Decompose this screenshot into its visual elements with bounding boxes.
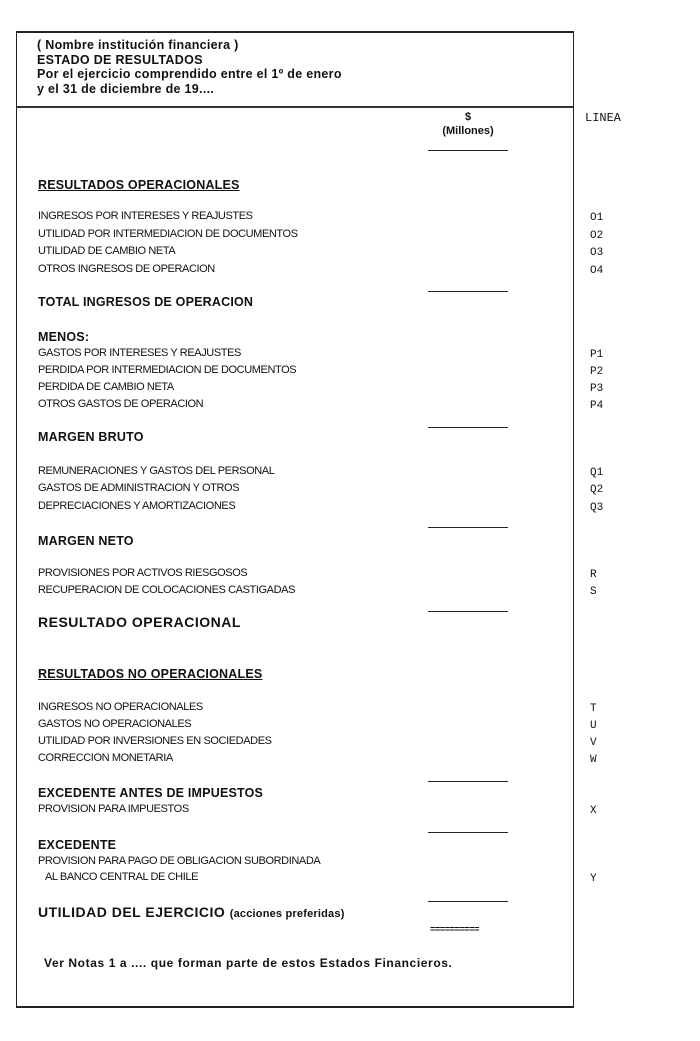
statement-header — [37, 38, 342, 96]
linea-column-header: LINEA — [585, 111, 622, 125]
line-item-label: EXCEDENTE ANTES DE IMPUESTOS — [38, 786, 264, 800]
line-item-label: UTILIDAD POR INVERSIONES EN SOCIEDADES — [38, 735, 272, 747]
line-item-label: OTROS GASTOS DE OPERACION — [38, 398, 204, 410]
line-item-label: UTILIDAD POR INTERMEDIACION DE DOCUMENTOS — [38, 228, 298, 240]
line-item-label: PERDIDA POR INTERMEDIACION DE DOCUMENTOS — [38, 364, 297, 376]
line-item-label: MARGEN NETO — [38, 534, 134, 548]
header-divider — [16, 106, 573, 108]
line-item-label: UTILIDAD DE CAMBIO NETA — [38, 245, 176, 257]
line-code: X — [590, 805, 597, 817]
period-line-2: y el 31 de diciembre de 19.... — [37, 81, 215, 96]
line-code: O1 — [590, 212, 604, 224]
line-item-label: RESULTADOS OPERACIONALES — [38, 178, 240, 192]
line-code: O3 — [590, 247, 604, 259]
line-code: Q3 — [590, 502, 604, 514]
line-item-label: INGRESOS NO OPERACIONALES — [38, 701, 203, 713]
line-item-label: GASTOS POR INTERESES Y REAJUSTES — [38, 347, 241, 359]
line-item-label: TOTAL INGRESOS DE OPERACION — [38, 295, 254, 309]
line-code: P4 — [590, 400, 604, 412]
line-item-label: DEPRECIACIONES Y AMORTIZACIONES — [38, 500, 236, 512]
line-item-label: REMUNERACIONES Y GASTOS DEL PERSONAL — [38, 465, 275, 477]
line-item-label: INGRESOS POR INTERESES Y REAJUSTES — [38, 210, 253, 222]
subtotal-rule — [428, 781, 508, 782]
line-item-label: EXCEDENTE — [38, 838, 117, 852]
line-item-label: RESULTADOS NO OPERACIONALES — [38, 667, 263, 681]
subtotal-rule — [428, 901, 508, 902]
final-label: UTILIDAD DEL EJERCICIO — [38, 904, 226, 920]
line-item-label: OTROS INGRESOS DE OPERACION — [38, 263, 215, 275]
line-item-label: PROVISIONES POR ACTIVOS RIESGOSOS — [38, 567, 248, 579]
currency-symbol: $ — [464, 111, 472, 123]
double-rule: ========== — [430, 925, 480, 935]
line-item-label: MENOS: — [38, 330, 90, 344]
line-code: S — [590, 586, 597, 598]
subtotal-rule — [428, 527, 508, 528]
currency-unit: (Millones) — [442, 125, 494, 137]
statement-title: ESTADO DE RESULTADOS — [37, 52, 203, 67]
line-code: P3 — [590, 383, 604, 395]
line-code: Q2 — [590, 484, 604, 496]
line-code: R — [590, 569, 597, 581]
line-item-label: CORRECCION MONETARIA — [38, 752, 173, 764]
line-item-label: MARGEN BRUTO — [38, 430, 144, 444]
line-item-label: AL BANCO CENTRAL DE CHILE — [45, 871, 199, 883]
line-code: T — [590, 703, 597, 715]
line-item-label: RECUPERACION DE COLOCACIONES CASTIGADAS — [38, 584, 296, 596]
subtotal-rule — [428, 291, 508, 292]
line-item-label: PROVISION PARA PAGO DE OBLIGACION SUBORDINADA — [38, 855, 321, 867]
subtotal-rule — [428, 150, 508, 151]
line-item-label: RESULTADO OPERACIONAL — [38, 614, 241, 630]
line-code: Y — [590, 873, 597, 885]
line-code: W — [590, 754, 597, 766]
final-note: (acciones preferidas) — [229, 908, 345, 920]
footer-note: Ver Notas 1 a .... que forman parte de estos Estados Financieros. — [44, 956, 453, 970]
line-item-label: GASTOS DE ADMINISTRACION Y OTROS — [38, 482, 240, 494]
line-code: V — [590, 737, 597, 749]
institution-name: ( Nombre institución financiera ) — [37, 38, 239, 52]
line-code: U — [590, 720, 597, 732]
line-code: O2 — [590, 230, 604, 242]
subtotal-rule — [428, 832, 508, 833]
line-code: O4 — [590, 265, 604, 277]
subtotal-rule — [428, 427, 508, 428]
amount-column-header — [426, 110, 510, 138]
line-item-label: PROVISION PARA IMPUESTOS — [38, 803, 189, 815]
line-item-label: PERDIDA DE CAMBIO NETA — [38, 381, 174, 393]
line-code: Q1 — [590, 467, 604, 479]
line-item-label: GASTOS NO OPERACIONALES — [38, 718, 192, 730]
line-code: P1 — [590, 349, 604, 361]
utilidad-ejercicio — [38, 904, 345, 920]
subtotal-rule — [428, 611, 508, 612]
period-line-1: Por el ejercicio comprendido entre el 1º de enero — [37, 67, 342, 81]
line-code: P2 — [590, 366, 604, 378]
